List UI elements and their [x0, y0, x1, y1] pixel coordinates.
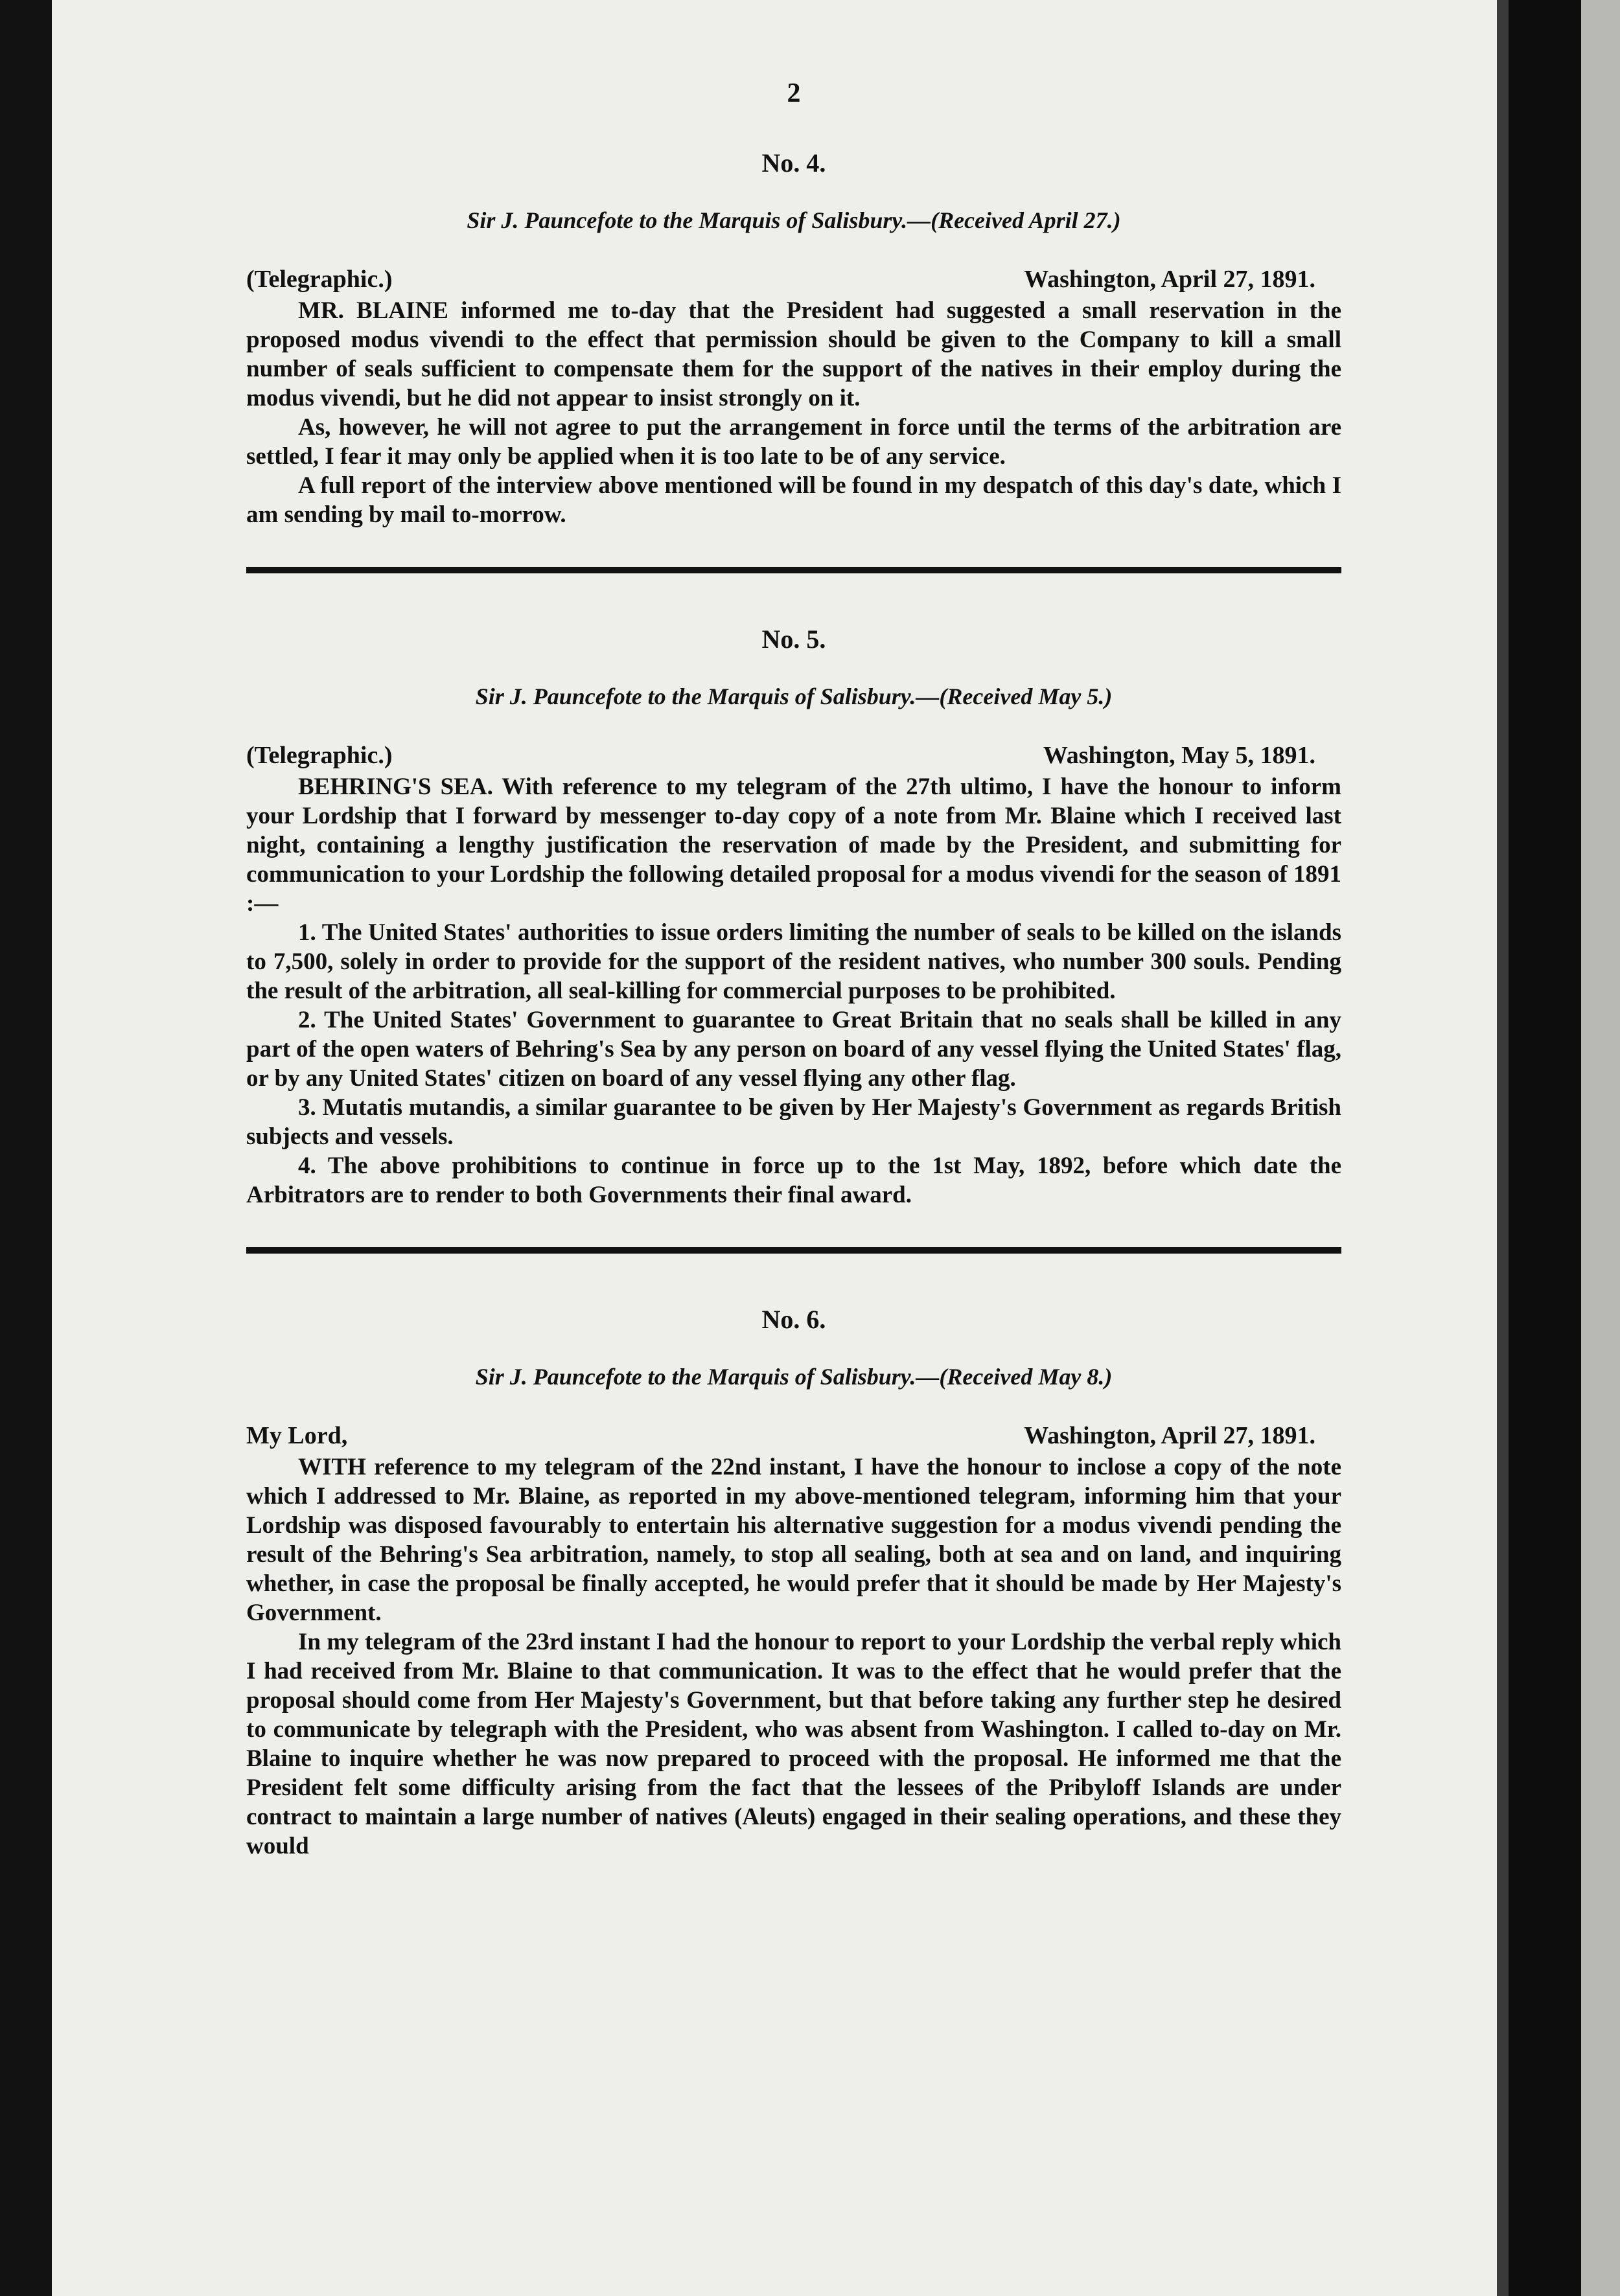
section-divider	[246, 567, 1341, 573]
dateline: Washington, April 27, 1891.	[1024, 266, 1315, 293]
paragraph: As, however, he will not agree to put the arrangement in force until the terms of the arbitration are settled, I fear it may only be applied when it is too late to be of any service.	[246, 414, 1341, 470]
proposal-item: 1. The United States' authorities to issue orders limiting the number of seals to be killed on the islands to 7,500, solely in order to provide for the support of the resident natives, who number 300 souls. Pending the result of the arbitration, all seal-killing for commercial purposes to be prohibited.	[246, 919, 1341, 1004]
section-meta	[246, 1421, 1341, 1450]
page-number: 2	[787, 78, 801, 108]
section-no-5	[246, 624, 1341, 1210]
paragraph: MR. BLAINE informed me to-day that the President had suggested a small reservation in the proposed modus vivendi to the effect that permission should be given to the Company to kill a small number of seals sufficient to compensate them for the support of the natives in their employ during the modus vivendi, but he did not appear to insist strongly on it.	[246, 297, 1341, 411]
scan-frame-left	[0, 0, 52, 2296]
section-no-6	[246, 1304, 1341, 1861]
section-meta	[246, 265, 1341, 293]
salutation: My Lord,	[246, 1422, 348, 1449]
section-number: No. 4.	[761, 148, 826, 178]
dateline: Washington, May 5, 1891.	[1043, 742, 1315, 769]
document-body	[246, 78, 1341, 1861]
section-heading: Sir J. Pauncefote to the Marquis of Salisbury.—(Received May 8.)	[475, 1364, 1113, 1390]
section-heading: Sir J. Pauncefote to the Marquis of Salisbury.—(Received April 27.)	[467, 207, 1121, 233]
section-heading: Sir J. Pauncefote to the Marquis of Salisbury.—(Received May 5.)	[475, 683, 1113, 709]
page-edge-shadow	[1497, 0, 1509, 2296]
section-divider	[246, 1247, 1341, 1254]
proposal-item: 3. Mutatis mutandis, a similar guarantee to be given by Her Majesty's Government as regards British subjects and vessels.	[246, 1094, 1341, 1150]
paragraph: In my telegram of the 23rd instant I had the honour to report to your Lordship the verbal reply which I had received from Mr. Blaine to that communication. It was to the effect that he would prefer that the proposal should come from Her Majesty's Government, but that before taking any further step he desired to communicate by telegraph with the President, who was absent from Washington. I called to-day on Mr. Blaine to inquire whether he was now prepared to proceed with the proposal. He informed me that the President felt some difficulty arising from the fact that the lessees of the Pribyloff Islands are under contract to maintain a large number of natives (Aleuts) engaged in their sealing operations, and these they would	[246, 1629, 1341, 1859]
dateline: Washington, April 27, 1891.	[1024, 1422, 1315, 1449]
message-type: (Telegraphic.)	[246, 266, 393, 293]
paragraph: WITH reference to my telegram of the 22nd instant, I have the honour to inclose a copy of the note which I addressed to Mr. Blaine, as reported in my above-mentioned telegram, informing him that your Lordship was disposed favourably to entertain his alternative suggestion for a modus vivendi pending the result of the Behring's Sea arbitration, namely, to stop all sealing, both at sea and on land, and inquiring whether, in case the proposal be finally accepted, he would prefer that it should be made by Her Majesty's Government.	[246, 1454, 1341, 1626]
section-number: No. 6.	[761, 1305, 826, 1334]
message-type: (Telegraphic.)	[246, 742, 393, 769]
section-number: No. 5.	[761, 625, 826, 654]
proposal-item: 4. The above prohibitions to continue in force up to the 1st May, 1892, before which date the Arbitrators are to render to both Governments their final award.	[246, 1153, 1341, 1208]
proposal-item: 2. The United States' Government to guarantee to Great Britain that no seals shall be killed in any part of the open waters of Behring's Sea by any person on board of any vessel flying the United States' flag, or by any United States' citizen on board of any vessel flying any other flag.	[246, 1007, 1341, 1092]
adjacent-page-strip	[1581, 0, 1620, 2296]
section-no-4	[246, 148, 1341, 529]
paragraph: A full report of the interview above mentioned will be found in my despatch of this day's date, which I am sending by mail to-morrow.	[246, 472, 1341, 528]
paragraph: BEHRING'S SEA. With reference to my telegram of the 27th ultimo, I have the honour to inform your Lordship that I forward by messenger to-day copy of a note from Mr. Blaine which I received last night, containing a lengthy justification the reservation of made by the President, and submitting for communication to your Lordship the following detailed proposal for a modus vivendi for the season of 1891 :—	[246, 774, 1341, 917]
section-meta	[246, 741, 1341, 770]
